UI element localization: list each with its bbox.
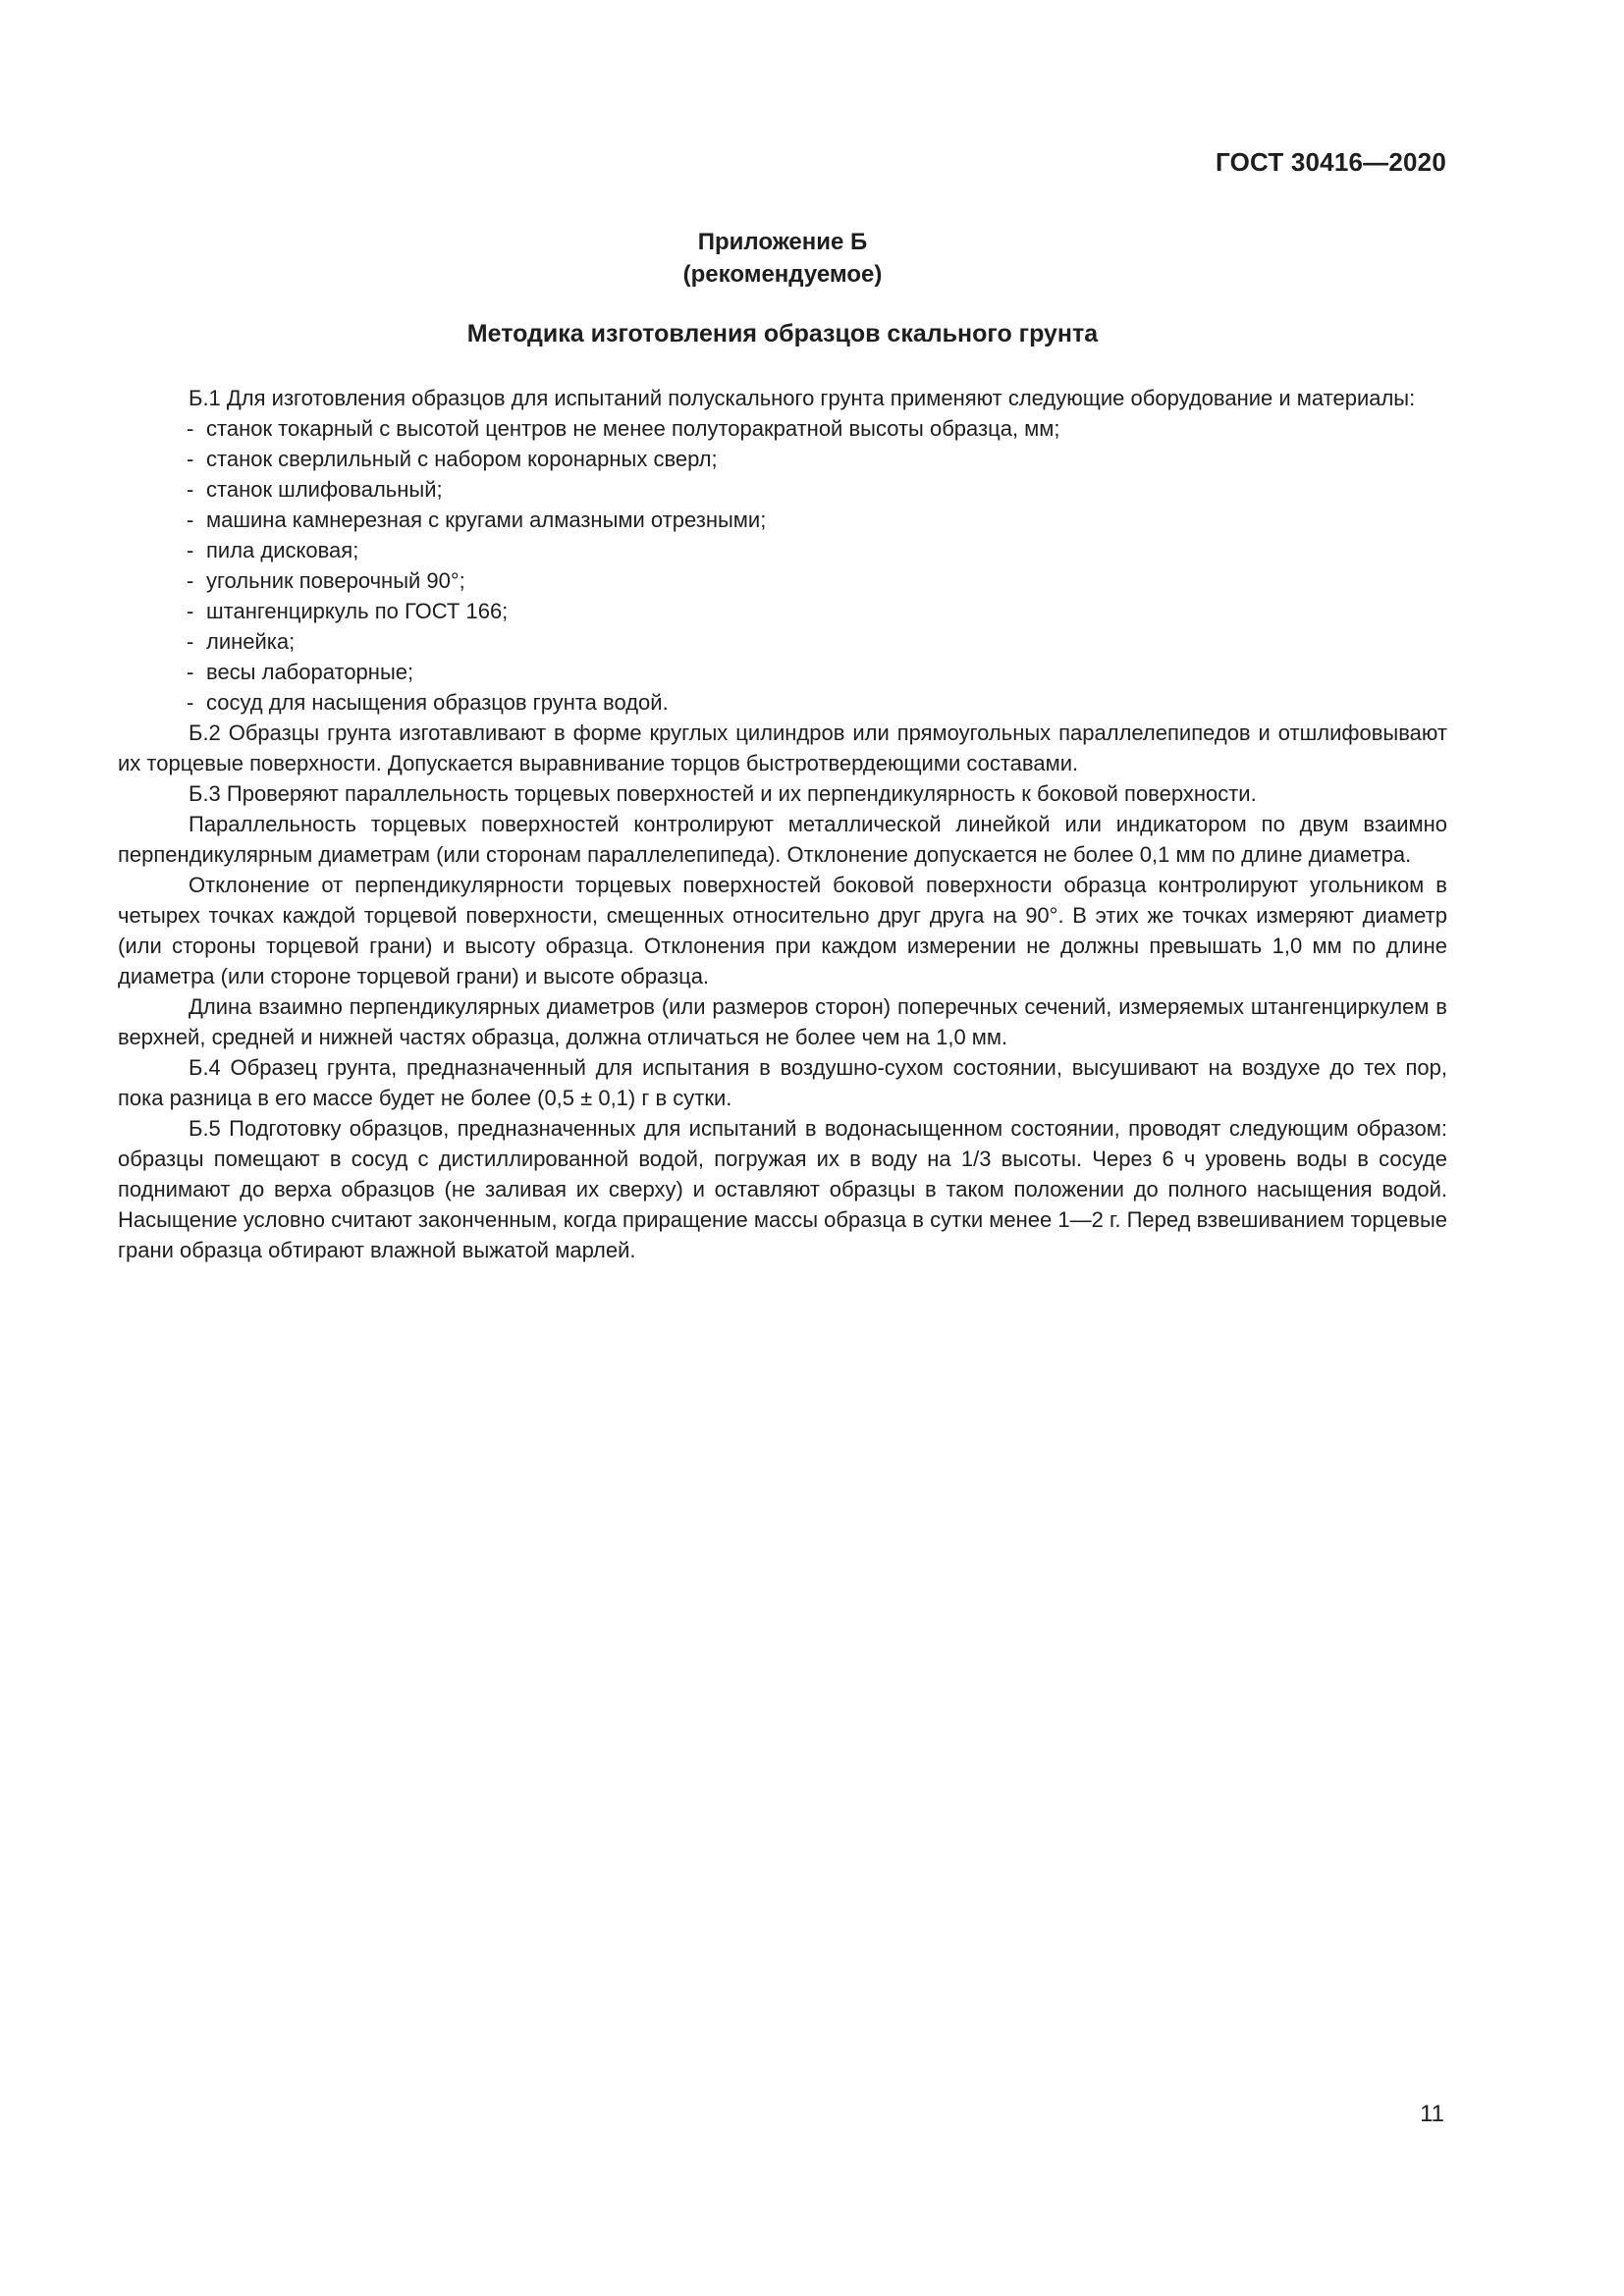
list-dash: - (187, 660, 194, 684)
list-item (118, 657, 1447, 687)
appendix-status: (рекомендуемое) (682, 261, 883, 288)
list-dash: - (187, 538, 194, 562)
list-item (118, 687, 1447, 718)
paragraph-b3-perpendicular: Отклонение от перпендикулярности торцевых поверхностей боковой поверхности образца контролируют угольником в четырех точках каждой торцевой поверхности, смещенных относительно друг друга на 90°. В этих же точках измеряют диаметр (или стороны торцевой грани) и высоту образца. Отклонения при каждом измерении не должны превышать 1,0 мм по длине диаметра (или стороне торцевой грани) и высоте образца. (118, 873, 1447, 988)
list-item-text: сосуд для насыщения образцов грунта водой. (206, 690, 669, 715)
list-item-text: пила дисковая; (206, 538, 359, 562)
list-item-text: штангенциркуль по ГОСТ 166; (206, 599, 509, 623)
list-dash: - (187, 447, 194, 471)
list-item (118, 444, 1447, 474)
paragraph-b3: Б.3 Проверяют параллельность торцевых поверхностей и их перпендикулярность к боковой поверхности. (189, 781, 1257, 806)
list-item (118, 505, 1447, 535)
document-standard-id: ГОСТ 30416—2020 (1216, 147, 1446, 177)
paragraph-b5: Б.5 Подготовку образцов, предназначенных для испытаний в водонасыщенном состоянии, проводят следующим образом: образцы помещают в сосуд с дистиллированной водой, погружая их в воду на 1/3 высоты. Через 6 ч уровень воды в сосуде поднимают до верха образцов (не заливая их сверху) и оставляют образцы в таком положении до полного насыщения водой. Насыщение условно считают законченным, когда приращение массы образца в сутки менее 1—2 г. Перед взвешиванием торцевые грани образца обтирают влажной выжатой марлей. (118, 1116, 1447, 1262)
list-dash: - (187, 477, 194, 502)
list-item-text: весы лабораторные; (206, 660, 414, 684)
list-item-text: станок токарный с высотой центров не менее полуторакратной высоты образца, мм; (206, 416, 1060, 441)
appendix-title: Приложение Б (697, 229, 868, 255)
section-title: Методика изготовления образцов скального грунта (466, 320, 1099, 347)
paragraph-b4: Б.4 Образец грунта, предназначенный для испытания в воздушно-сухом состоянии, высушивают на воздухе до тех пор, пока разница в его массе будет не более (0,5 ± 0,1) г в сутки. (118, 1055, 1447, 1110)
appendix-heading (118, 226, 1447, 291)
equipment-list (118, 413, 1447, 718)
list-item-text: станок сверлильный с набором коронарных сверл; (206, 447, 718, 471)
paragraph-b3-length: Длина взаимно перпендикулярных диаметров (или размеров сторон) поперечных сечений, измеряемых штангенциркулем в верхней, средней и нижней частях образца, должна отличаться не более чем на 1,0 мм. (118, 994, 1447, 1049)
list-dash: - (187, 599, 194, 623)
list-dash: - (187, 507, 194, 532)
paragraph-b2: Б.2 Образцы грунта изготавливают в форме круглых цилиндров или прямоугольных параллелепипедов и отшлифовывают их торцевые поверхности. Допускается выравнивание торцов быстротвердеющими составами. (118, 721, 1447, 775)
list-item (118, 565, 1447, 596)
list-item-text: линейка; (206, 629, 296, 654)
page-number: 11 (1420, 2101, 1444, 2127)
list-dash: - (187, 629, 194, 654)
list-dash: - (187, 568, 194, 593)
list-dash: - (187, 690, 194, 715)
list-item (118, 413, 1447, 444)
list-item (118, 596, 1447, 626)
list-item (118, 626, 1447, 657)
document-body (118, 383, 1447, 1265)
list-item (118, 535, 1447, 565)
paragraph-b3-parallel: Параллельность торцевых поверхностей контролируют металлической линейкой или индикатором по двум взаимно перпендикулярным диаметрам (или сторонам параллелепипеда). Отклонение допускается не более 0,1 мм по длине диаметра. (118, 812, 1447, 867)
paragraph-b1: Б.1 Для изготовления образцов для испытаний полускального грунта применяют следующие оборудование и материалы: (189, 386, 1416, 410)
list-item-text: станок шлифовальный; (206, 477, 443, 502)
list-item-text: машина камнерезная с кругами алмазными отрезными; (206, 507, 767, 532)
list-item (118, 474, 1447, 505)
list-item-text: угольник поверочный 90°; (206, 568, 465, 593)
list-dash: - (187, 416, 194, 441)
